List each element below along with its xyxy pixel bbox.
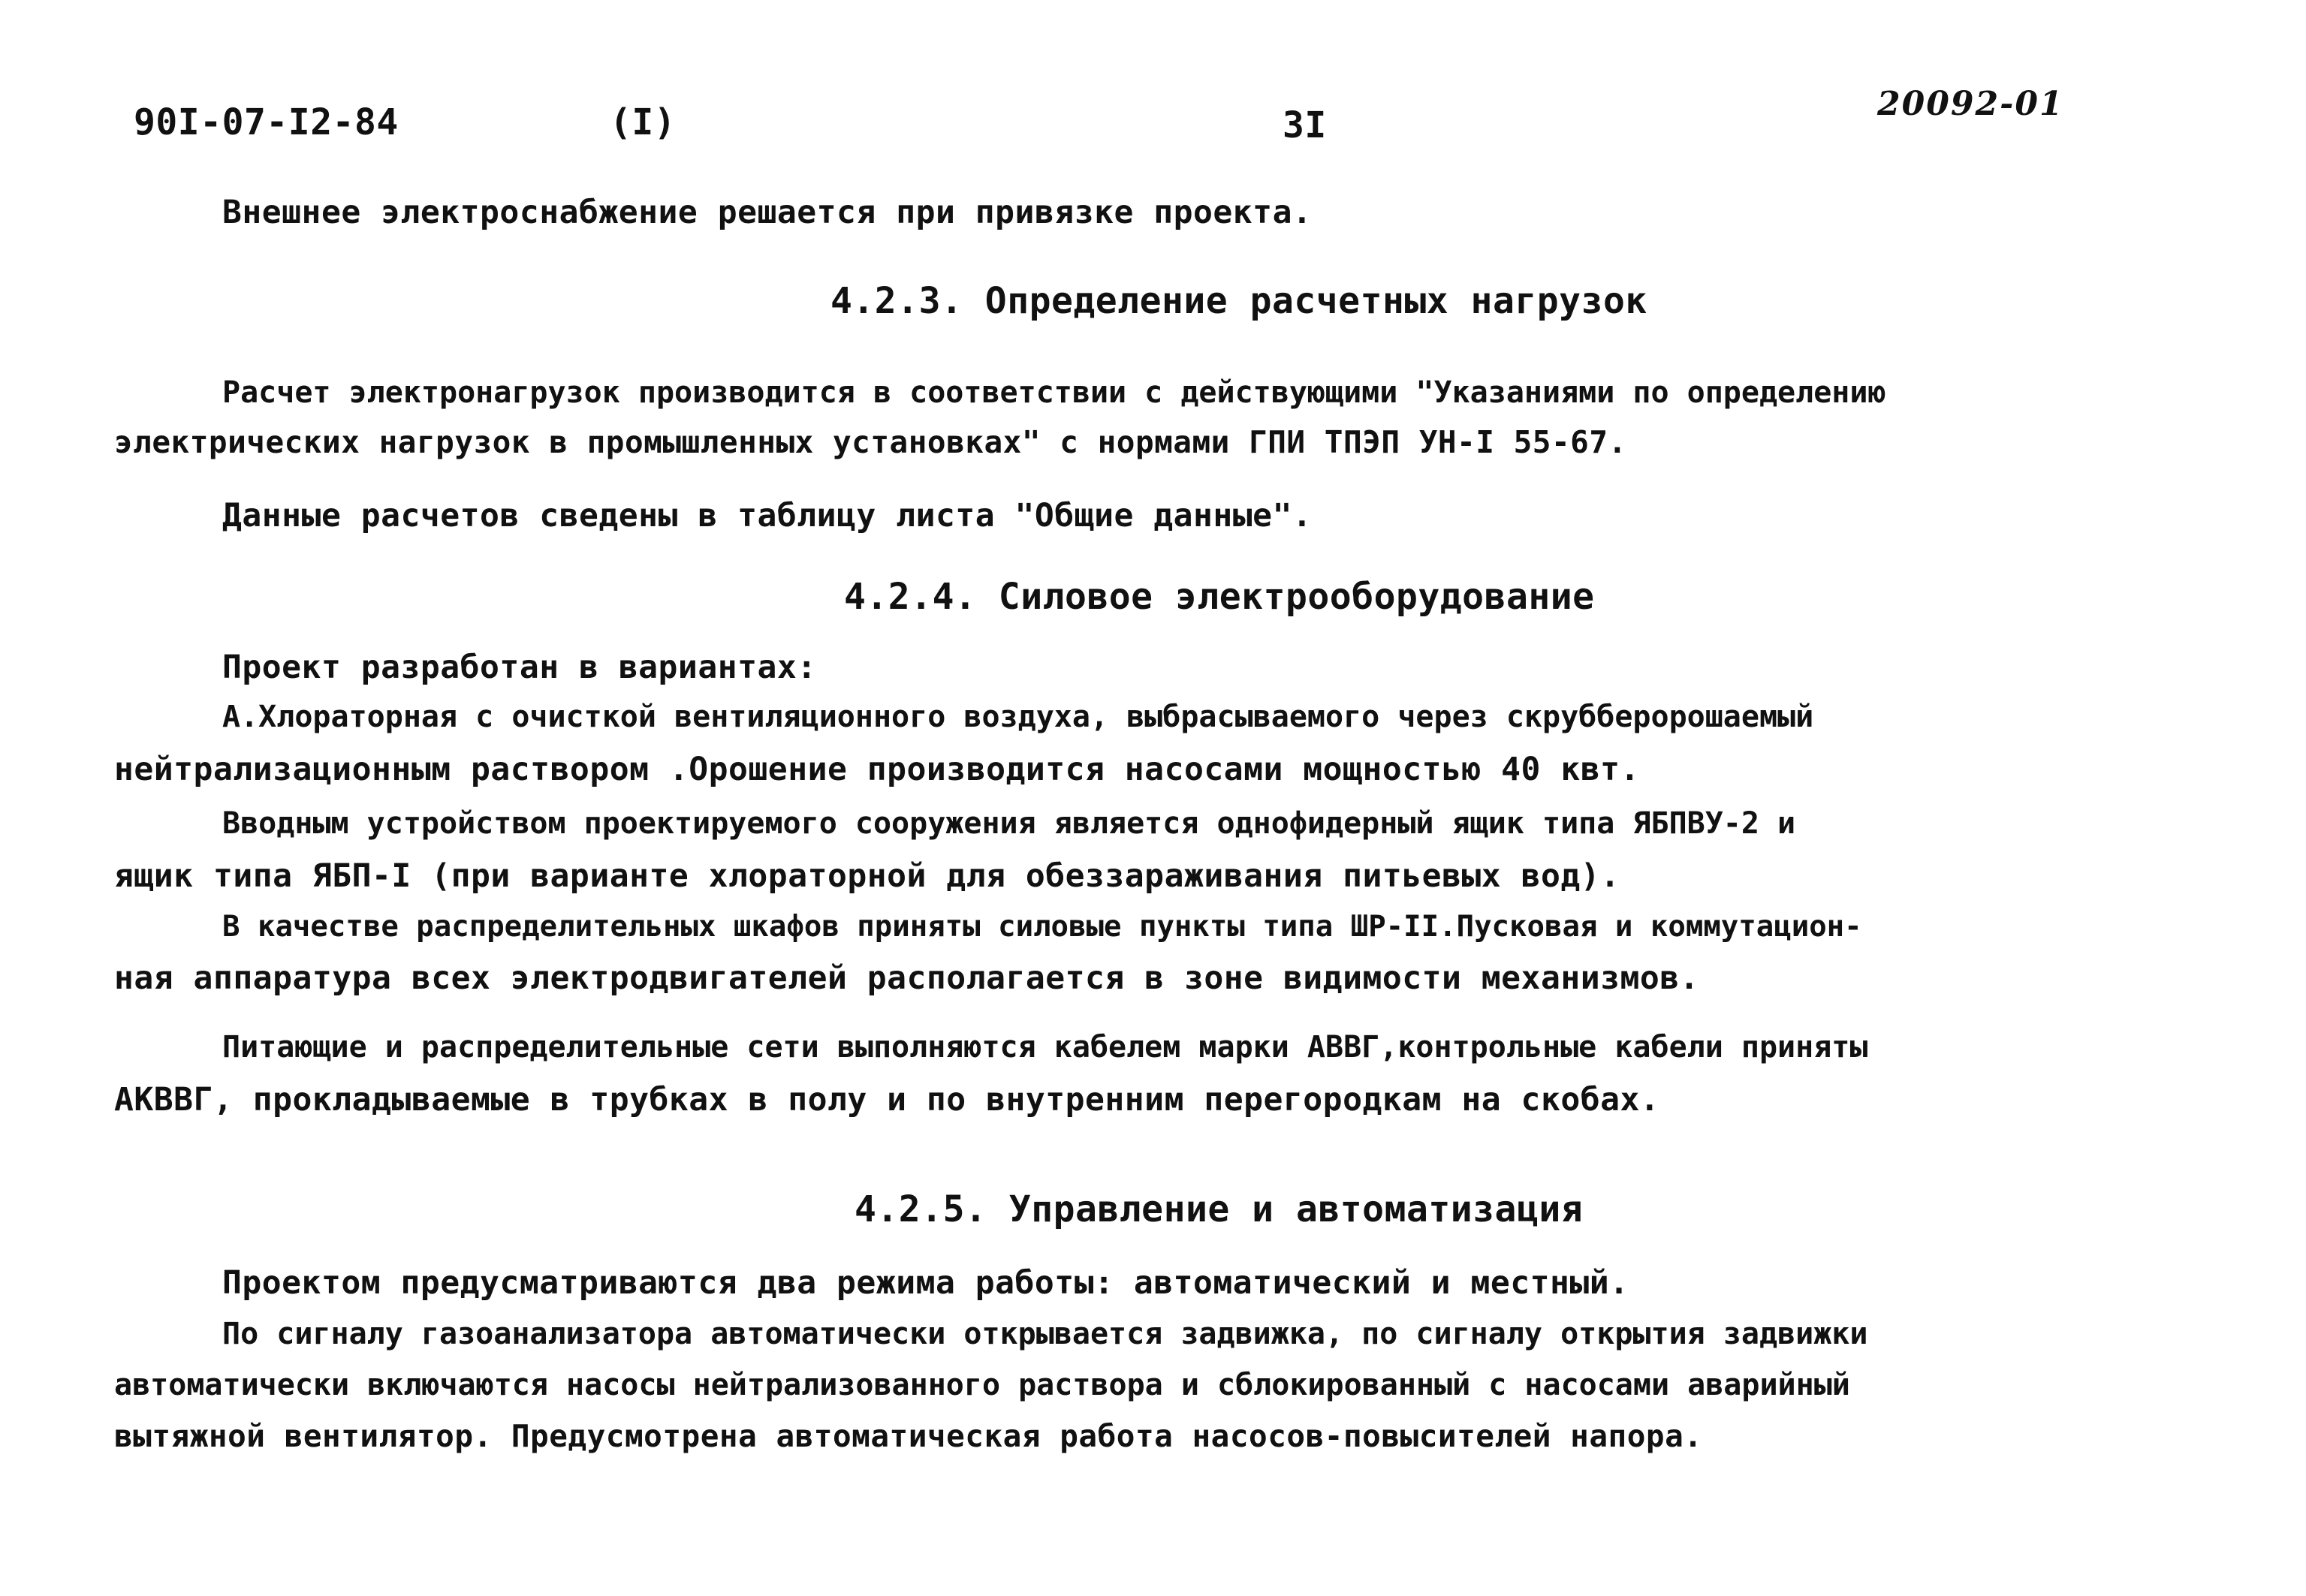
page-number: 3I	[1283, 104, 1327, 146]
body-line-16: автоматически включаются насосы нейтрализованного раствора и сблокированный с насосами аварийный	[114, 1368, 1850, 1402]
body-line-1: Внешнее электроснабжение решается при привязке проекта.	[222, 194, 1313, 231]
section-heading-4-2-5: 4.2.5. Управление и автоматизация	[855, 1188, 1584, 1230]
volume-label: (I)	[610, 101, 677, 143]
body-line-13: АКВВГ, прокладываемые в трубках в полу и по внутренним перегородкам на скобах.	[114, 1081, 1660, 1119]
inventory-number: 20092-01	[1877, 85, 2064, 123]
body-line-5: Проект разработан в вариантах:	[222, 649, 817, 686]
body-line-2: Расчет электронагрузок производится в соответствии с действующими "Указаниями по определению	[222, 375, 1886, 410]
body-line-15: По сигналу газоанализатора автоматически открывается задвижка, по сигналу открытия задвижки	[222, 1317, 1868, 1351]
section-heading-4-2-4: 4.2.4. Силовое электрооборудование	[844, 576, 1595, 618]
body-line-8: Вводным устройством проектируемого сооружения является однофидерный ящик типа ЯБПВУ-2 и	[222, 806, 1796, 841]
body-line-9: ящик типа ЯБП-I (при варианте хлораторной для обеззараживания питьевых вод).	[114, 857, 1620, 895]
body-line-12: Питающие и распределительные сети выполняются кабелем марки АВВГ,контрольные кабели приняты	[222, 1030, 1868, 1065]
section-heading-4-2-3: 4.2.3. Определение расчетных нагрузок	[830, 280, 1647, 322]
body-line-17: вытяжной вентилятор. Предусмотрена автоматическая работа насосов-повысителей напора.	[114, 1418, 1703, 1454]
body-line-10: В качестве распределительных шкафов приняты силовые пункты типа ШР-II.Пусковая и коммутацион-	[222, 910, 1862, 944]
document-code: 90I-07-I2-84	[134, 101, 399, 143]
body-line-4: Данные расчетов сведены в таблицу листа "Общие данные".	[222, 497, 1313, 535]
body-line-6: А.Хлораторная с очисткой вентиляционного воздуха, выбрасываемого через скрубберорошаемый	[222, 700, 1814, 734]
body-line-7: нейтрализационным раствором .Орошение производится насосами мощностью 40 квт.	[114, 751, 1640, 788]
body-line-11: ная аппаратура всех электродвигателей располагается в зоне видимости механизмов.	[114, 959, 1700, 997]
body-line-3: электрических нагрузок в промышленных установках" с нормами ГПИ ТПЭП УН-I 55-67.	[114, 424, 1627, 460]
body-line-14: Проектом предусматриваются два режима работы: автоматический и местный.	[222, 1264, 1629, 1302]
